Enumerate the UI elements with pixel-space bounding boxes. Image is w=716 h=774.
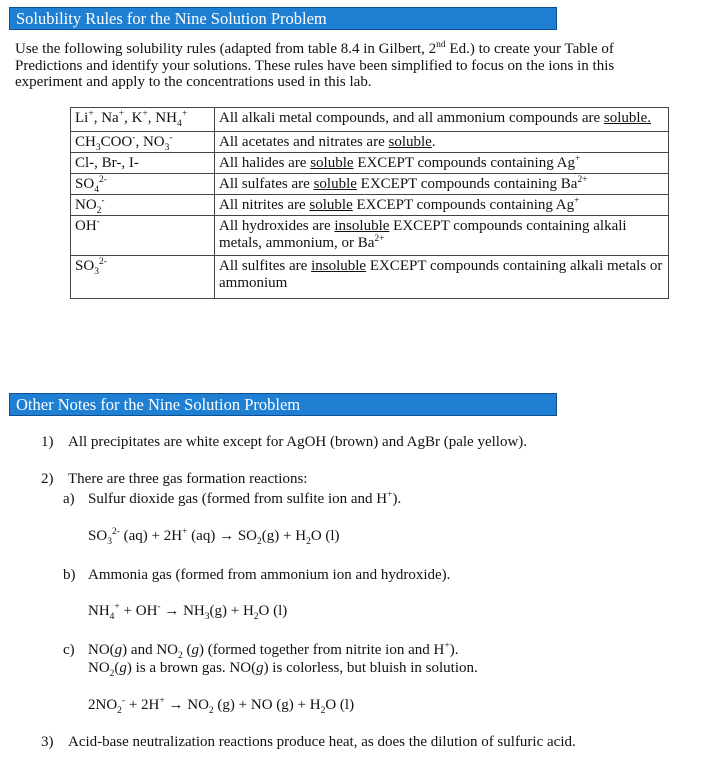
intro-superscript: nd [436, 40, 446, 50]
section-banner-solubility-rules [9, 7, 557, 30]
rule-ion-cell: Cl-, Br-, I- [71, 153, 215, 174]
note-number: 2) [41, 471, 54, 487]
rule-row [71, 153, 669, 174]
note-text: Ammonia gas (formed from ammonium ion and hydroxide). [88, 567, 451, 583]
note-item-3 [41, 733, 576, 751]
note-text: Acid-base neutralization reactions produce heat, as does the dilution of sulfuric acid. [68, 734, 576, 750]
rule-description-cell: All alkali metal compounds, and all ammonium compounds are soluble. [215, 108, 669, 132]
rule-description-cell: All nitrites are soluble EXCEPT compounds containing Ag+ [215, 195, 669, 216]
note-letter: a) [63, 491, 75, 507]
equation-ammonia: $NH_4^+ + OH^- \to NH_3(g) + H_2O$ (l) [88, 602, 288, 622]
section-banner-other-notes [9, 393, 557, 416]
equation-nitrogen-oxides: $2NO_2^- + 2H^+ \to NO_2$ (g) + NO $(g) + H_2O$ (l) [88, 696, 355, 716]
note-text: All precipitates are white except for AgOH (brown) and AgBr (pale yellow). [68, 434, 528, 450]
intro-text-a: Use the following solubility rules (adapted from table 8.4 in Gilbert, 2 [15, 41, 437, 57]
rule-ion-cell: $NO_2^-$ [71, 195, 215, 216]
rule-description-cell: All sulfites are insoluble EXCEPT compounds containing alkali metals or ammonium [215, 256, 669, 299]
note-item-2c [63, 641, 458, 659]
rule-description-cell: All acetates and nitrates are soluble. [215, 132, 669, 153]
note-2c-continuation: $NO_2(g)$ is a brown gas. NO(g) is colorless, but bluish in solution. [88, 660, 478, 679]
note-item-2b [63, 566, 450, 584]
equation-sulfur-dioxide: $SO_3^{2-}$ (aq) + 2H+ $(aq) \to SO_2(g) + H_2O$ (l) [88, 527, 340, 547]
note-letter: b) [63, 567, 76, 583]
solubility-rules-table [70, 107, 669, 299]
note-text: Sulfur dioxide gas (formed from sulfite ion and H+). [88, 490, 402, 507]
note-item-2a [63, 490, 401, 508]
rule-row [71, 256, 669, 299]
rule-description-cell: All halides are soluble EXCEPT compounds containing Ag+ [215, 153, 669, 174]
section-title: Solubility Rules for the Nine Solution Problem [16, 9, 327, 28]
rule-ion-cell: OH- [71, 216, 215, 256]
rule-ion-cell: $CH_3COO^-$, $NO_3^-$ [71, 132, 215, 153]
note-item-2 [41, 470, 307, 488]
rule-ion-cell: Li+, Na+, K+, $NH_4^+$ [71, 108, 215, 132]
note-letter: c) [63, 642, 75, 658]
rule-description-cell: All hydroxides are insoluble EXCEPT compounds containing alkali metals, ammonium, or $Ba^{2+}$ [215, 216, 669, 256]
rule-description-cell: All sulfates are soluble EXCEPT compounds containing $Ba^{2+}$ [215, 174, 669, 195]
note-item-1 [41, 433, 527, 451]
section-title: Other Notes for the Nine Solution Problem [16, 395, 301, 414]
intro-text-b: Ed.) to create your Table of Predictions and identify your solutions. These rules have been simplified to focus on the ions in this experiment and apply to the concentrations used in this lab. [15, 41, 615, 90]
rules-table-body [71, 108, 669, 299]
note-text: There are three gas formation reactions: [68, 471, 308, 487]
rule-row [71, 195, 669, 216]
rule-row [71, 216, 669, 256]
rule-row [71, 174, 669, 195]
rule-row [71, 108, 669, 132]
note-number: 1) [41, 434, 54, 450]
note-number: 3) [41, 734, 54, 750]
intro-paragraph [15, 41, 680, 91]
rule-ion-cell: $SO_3^{2-}$ [71, 256, 215, 299]
note-text: NO(g) and $NO_2$ (g) (formed together from nitrite ion and H+). [88, 641, 459, 661]
rule-row [71, 132, 669, 153]
rule-ion-cell: $SO_4^{2-}$ [71, 174, 215, 195]
